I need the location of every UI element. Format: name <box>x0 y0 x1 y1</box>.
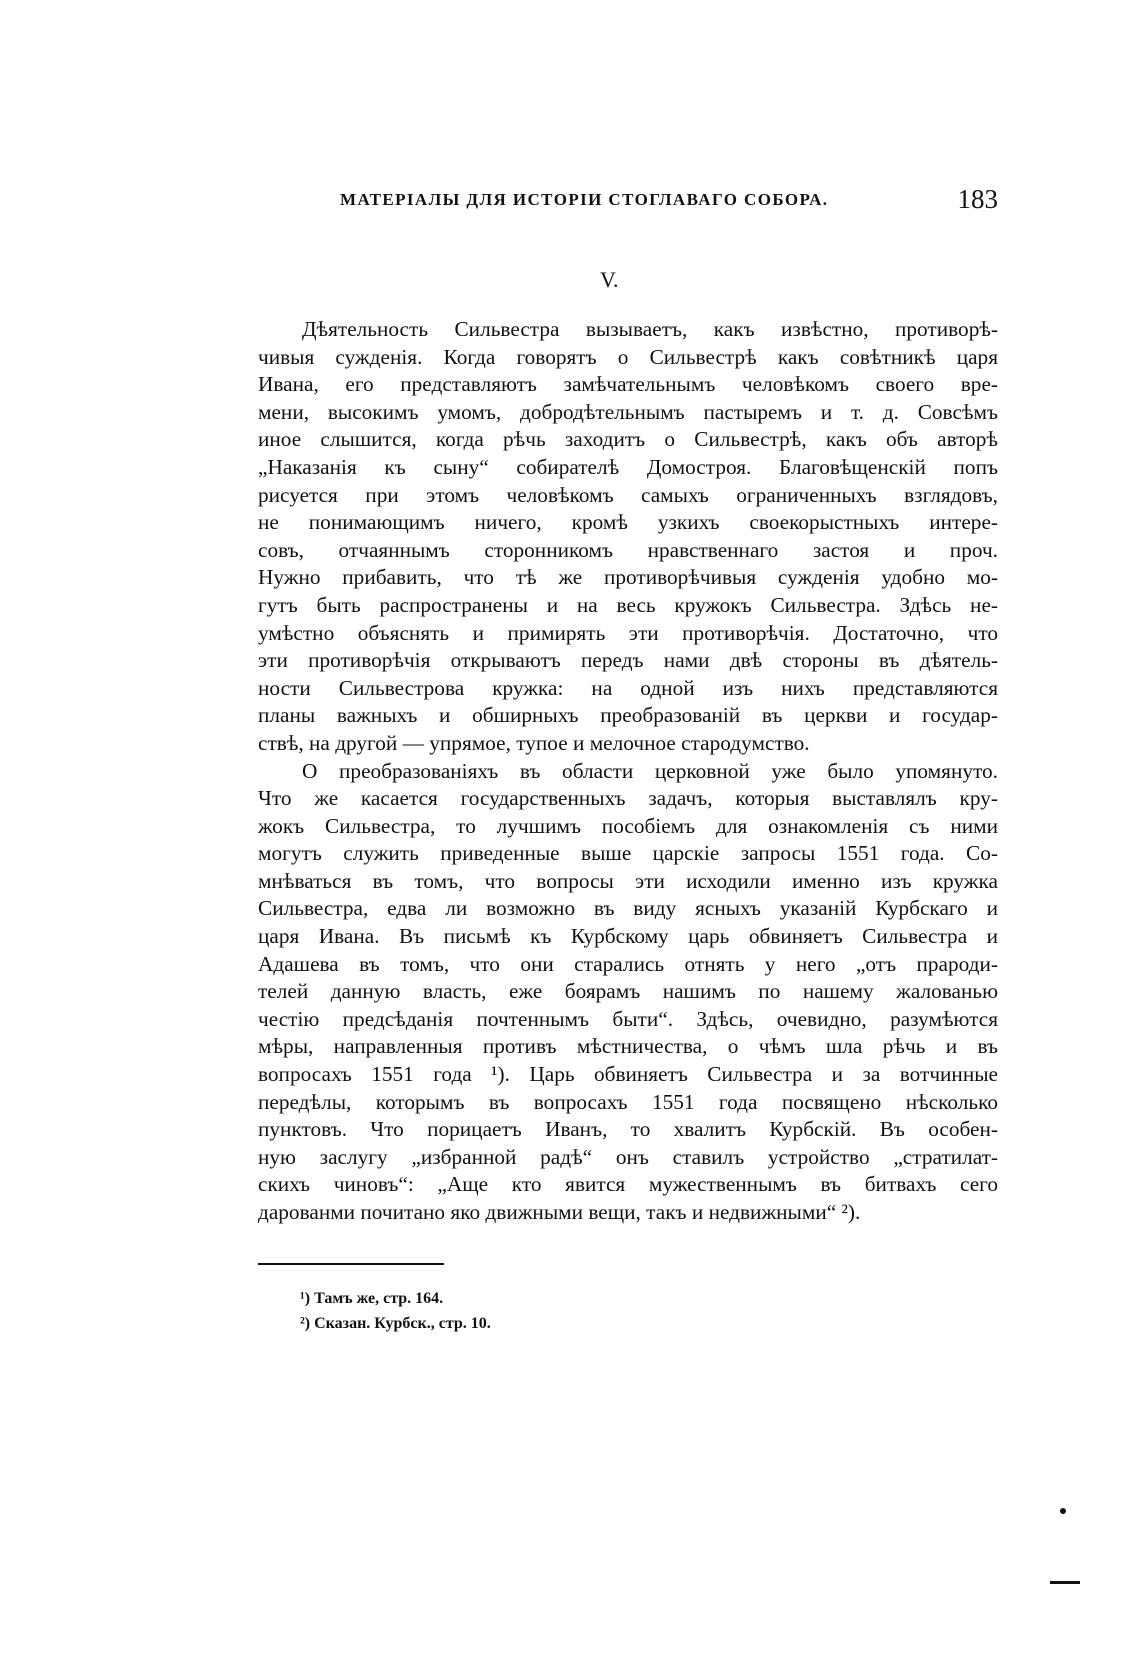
page-number: 183 <box>957 184 998 214</box>
text-line: царя Ивана. Въ письмѣ къ Курбскому царь обвиняетъ Сильвестра и <box>258 924 998 949</box>
text-line: ствѣ, на другой — упрямое, тупое и мелочное стародумство. <box>258 730 810 755</box>
text-line: „Наказанія къ сыну“ собирателѣ Домостроя. Благовѣщенскій попъ <box>258 454 998 479</box>
text-line: не понимающимъ ничего, кромѣ узкихъ своекорыстныхъ интере- <box>258 510 998 535</box>
paragraph-2 <box>258 758 998 1227</box>
scan-speck <box>1060 1508 1066 1514</box>
footnotes <box>300 1286 491 1336</box>
text-line: телей данную власть, еже боярамъ нашимъ по нашему жалованью <box>258 979 998 1004</box>
text-line: эти противорѣчія открываютъ передъ нами двѣ стороны въ дѣятель- <box>258 648 998 673</box>
text-line: вопросахъ 1551 года ¹). Царь обвиняетъ Сильвестра и за вотчинные <box>258 1062 998 1087</box>
text-line: Сильвестра, едва ли возможно въ виду ясныхъ указаній Курбскаго и <box>258 896 998 921</box>
footnote-2: ²) Сказан. Курбск., стр. 10. <box>300 1315 491 1332</box>
text-line: мѣры, направленныя противъ мѣстничества, о чѣмъ шла рѣчь и въ <box>258 1034 998 1059</box>
text-line: пунктовъ. Что порицаетъ Иванъ, то хвалитъ Курбскій. Въ особен- <box>258 1117 998 1142</box>
text-line: могутъ служить приведенные выше царскіе запросы 1551 года. Со- <box>258 841 998 866</box>
text-line: Ивана, его представляютъ замѣчательнымъ человѣкомъ своего вре- <box>258 372 998 397</box>
text-line: ности Сильвестрова кружка: на одной изъ нихъ представляются <box>258 675 998 700</box>
text-line: О преобразованіяхъ въ области церковной уже было упомянуто. <box>302 758 998 783</box>
paragraph-1 <box>258 316 998 758</box>
footnote-rule <box>258 1263 444 1265</box>
text-line: мнѣваться въ томъ, что вопросы эти исходили именно изъ кружка <box>258 868 998 893</box>
text-line: умѣстно объяснять и примирять эти противорѣчія. Достаточно, что <box>258 620 998 645</box>
text-line: чивыя сужденія. Когда говорятъ о Сильвестрѣ какъ совѣтникѣ царя <box>258 344 998 369</box>
running-head <box>258 186 998 220</box>
text-line: ную заслугу „избранной радѣ“ онъ ставилъ устройство „стратилат- <box>258 1144 998 1169</box>
text-line: скихъ чиновъ“: „Аще кто явится мужественнымъ въ битвахъ сего <box>258 1172 998 1197</box>
text-line: совъ, отчаяннымъ сторонникомъ нравственнаго застоя и проч. <box>258 537 998 562</box>
text-line: иное слышится, когда рѣчь заходитъ о Сильвестрѣ, какъ объ авторѣ <box>258 427 998 452</box>
text-line: передѣлы, которымъ въ вопросахъ 1551 года посвящено нѣсколько <box>258 1089 998 1114</box>
text-line: Адашева въ томъ, что они старались отнять у него „отъ прароди- <box>258 951 998 976</box>
text-line: Что же касается государственныхъ задачъ, которыя выставлялъ кру- <box>258 786 998 811</box>
text-line: Нужно прибавить, что тѣ же противорѣчивыя сужденія удобно мо- <box>258 565 998 590</box>
text-line: жокъ Сильвестра, то лучшимъ пособіемъ для ознакомленія съ ними <box>258 813 998 838</box>
text-line: мени, высокимъ умомъ, добродѣтельнымъ пастыремъ и т. д. Совсѣмъ <box>258 399 998 424</box>
body-text <box>258 316 998 1227</box>
text-line: дарованми почитано яко движными вещи, такъ и недвижными“ ²). <box>258 1200 861 1224</box>
text-line: рисуется при этомъ человѣкомъ самыхъ ограниченныхъ взглядовъ, <box>258 482 998 507</box>
running-title: МАТЕРІАЛЫ ДЛЯ ИСТОРІИ СТОГЛАВАГО СОБОРА. <box>340 190 829 209</box>
scan-speck <box>1050 1581 1080 1584</box>
text-line: Дѣятельность Сильвестра вызываетъ, какъ извѣстно, противорѣ- <box>302 317 998 341</box>
text-line: честію предсѣданія почтеннымъ быти“. Здѣсь, очевидно, разумѣются <box>258 1006 998 1031</box>
section-number: V. <box>600 267 619 292</box>
footnote-1: ¹) Тамъ же, стр. 164. <box>300 1290 444 1307</box>
text-line: планы важныхъ и обширныхъ преобразованій въ церкви и государ- <box>258 703 998 728</box>
text-line: гутъ быть распространены и на весь кружокъ Сильвестра. Здѣсь не- <box>258 592 998 617</box>
